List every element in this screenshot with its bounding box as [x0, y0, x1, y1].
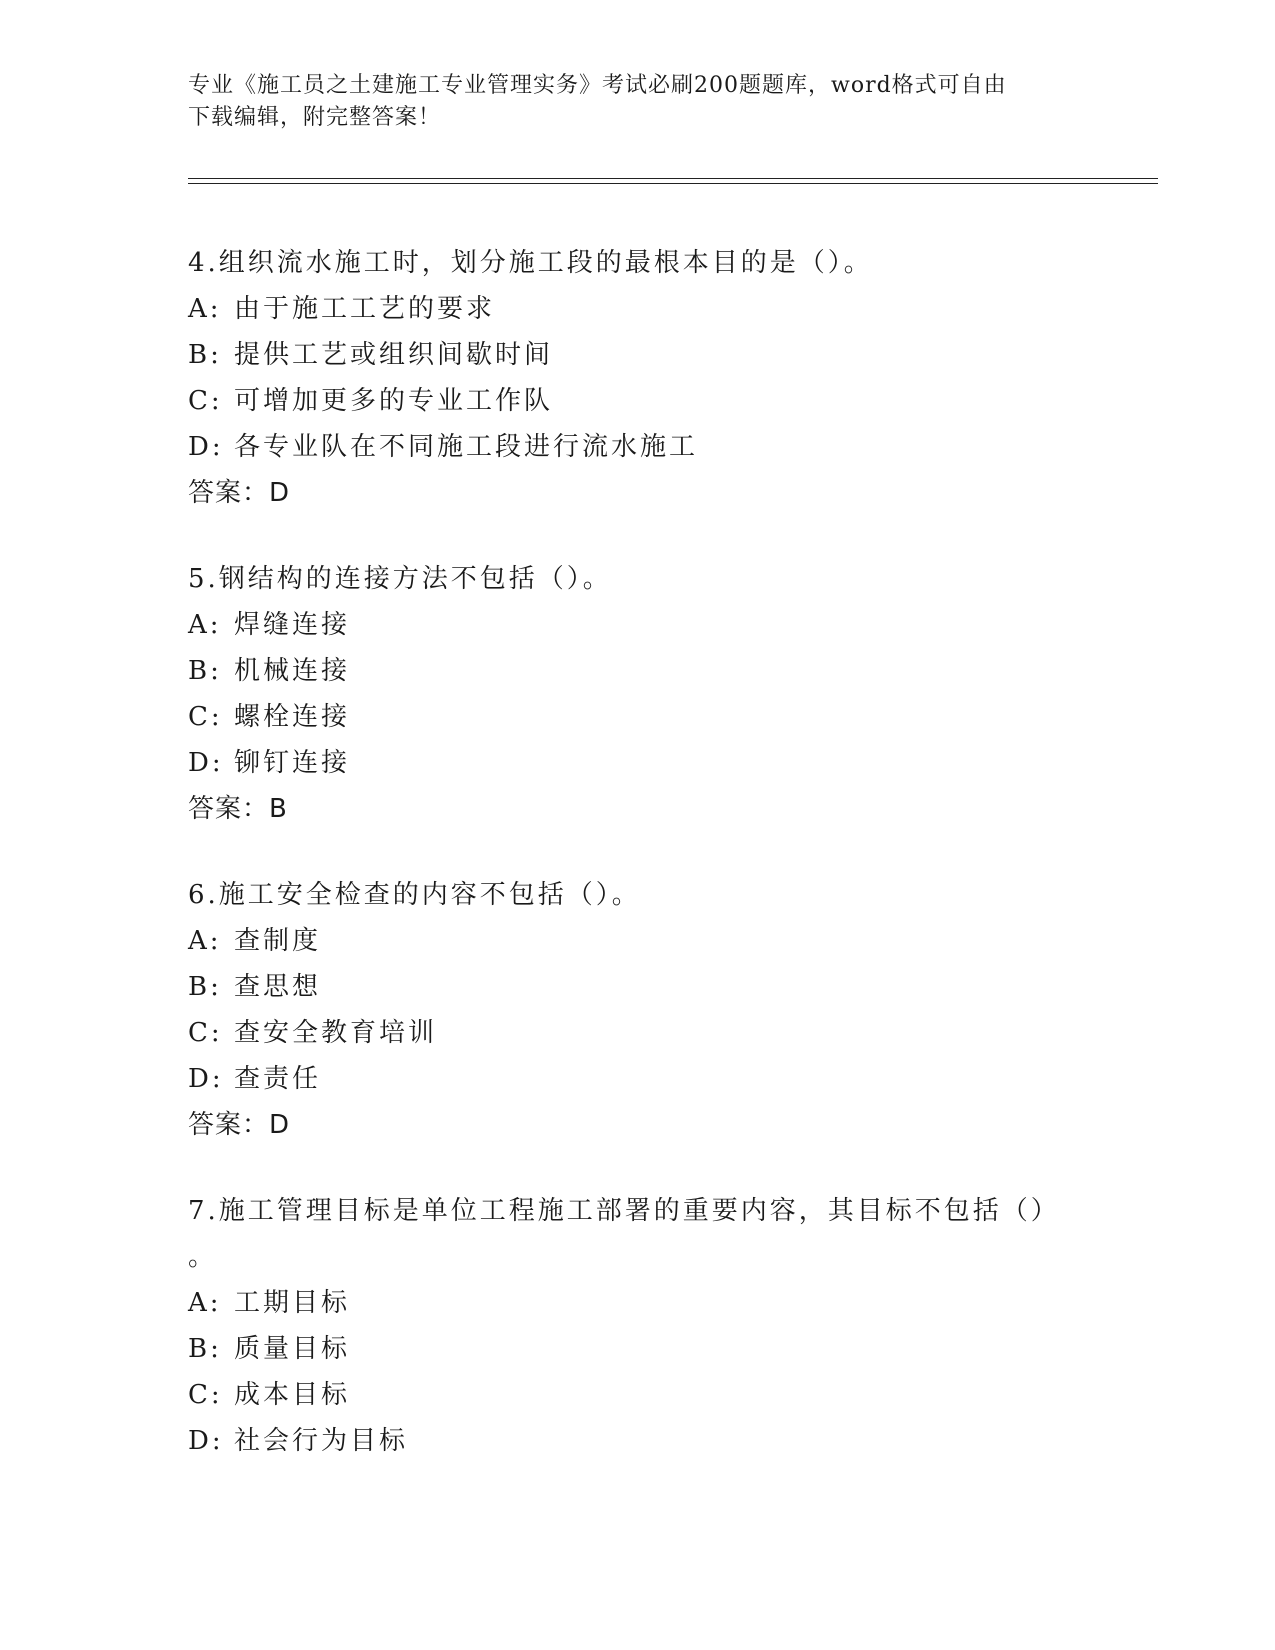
- option-text: 铆钉连接: [234, 748, 351, 778]
- option-letter: B:: [188, 340, 222, 370]
- option-letter: C:: [188, 386, 223, 416]
- option-c: [188, 378, 1088, 424]
- option-letter: D:: [188, 1426, 224, 1456]
- option-a: [188, 1280, 1088, 1326]
- option-a: [188, 602, 1088, 648]
- question-stem: 4.组织流水施工时，划分施工段的最根本目的是（）。: [188, 248, 873, 278]
- option-text: 社会行为目标: [234, 1426, 409, 1456]
- option-letter: A:: [188, 926, 222, 956]
- option-text: 螺栓连接: [234, 702, 351, 732]
- header-line-1: 专业《施工员之土建施工专业管理实务》考试必刷200题题库，word格式可自由: [188, 73, 1007, 98]
- option-d: [188, 1418, 1088, 1464]
- question-6: [188, 872, 1088, 1148]
- option-letter: D:: [188, 432, 224, 462]
- option-text: 提供工艺或组织间歇时间: [234, 340, 554, 370]
- question-5: [188, 556, 1088, 832]
- option-letter: D:: [188, 748, 224, 778]
- option-a: [188, 286, 1088, 332]
- option-text: 机械连接: [234, 656, 351, 686]
- option-text: 焊缝连接: [234, 610, 351, 640]
- option-letter: B:: [188, 972, 222, 1002]
- option-letter: C:: [188, 1018, 223, 1048]
- option-text: 查思想: [234, 972, 322, 1002]
- option-text: 查制度: [234, 926, 322, 956]
- option-d: [188, 1056, 1088, 1102]
- option-letter: D:: [188, 1064, 224, 1094]
- header-divider-bottom: [188, 183, 1158, 184]
- option-b: [188, 964, 1088, 1010]
- option-text: 查责任: [234, 1064, 322, 1094]
- option-text: 由于施工工艺的要求: [234, 294, 496, 324]
- option-c: [188, 694, 1088, 740]
- answer-label: 答案：B: [188, 794, 288, 824]
- question-stem-line-2: 。: [188, 1242, 218, 1272]
- option-text: 工期目标: [234, 1288, 351, 1318]
- option-text: 质量目标: [234, 1334, 351, 1364]
- option-a: [188, 918, 1088, 964]
- option-c: [188, 1372, 1088, 1418]
- document-header: [188, 70, 1068, 134]
- option-text: 可增加更多的专业工作队: [234, 386, 554, 416]
- question-4: [188, 240, 1088, 516]
- answer-label: 答案：D: [188, 478, 291, 508]
- option-text: 查安全教育培训: [234, 1018, 438, 1048]
- option-text: 成本目标: [234, 1380, 351, 1410]
- option-letter: C:: [188, 1380, 223, 1410]
- option-letter: A:: [188, 1288, 222, 1318]
- question-list: [188, 240, 1088, 1504]
- option-letter: A:: [188, 294, 222, 324]
- question-stem: [188, 1188, 1088, 1280]
- option-b: [188, 332, 1088, 378]
- option-b: [188, 648, 1088, 694]
- header-line-2: 下载编辑，附完整答案！: [188, 105, 442, 130]
- option-b: [188, 1326, 1088, 1372]
- option-letter: C:: [188, 702, 223, 732]
- option-letter: A:: [188, 610, 222, 640]
- question-7: [188, 1188, 1088, 1464]
- question-stem: 5.钢结构的连接方法不包括（）。: [188, 564, 612, 594]
- option-c: [188, 1010, 1088, 1056]
- question-stem-line-1: 7.施工管理目标是单位工程施工部署的重要内容，其目标不包括（）: [188, 1196, 1060, 1226]
- option-letter: B:: [188, 1334, 222, 1364]
- option-text: 各专业队在不同施工段进行流水施工: [234, 432, 699, 462]
- header-divider-top: [188, 178, 1158, 179]
- option-d: [188, 424, 1088, 470]
- answer-label: 答案：D: [188, 1110, 291, 1140]
- option-letter: B:: [188, 656, 222, 686]
- question-stem: 6.施工安全检查的内容不包括（）。: [188, 880, 641, 910]
- option-d: [188, 740, 1088, 786]
